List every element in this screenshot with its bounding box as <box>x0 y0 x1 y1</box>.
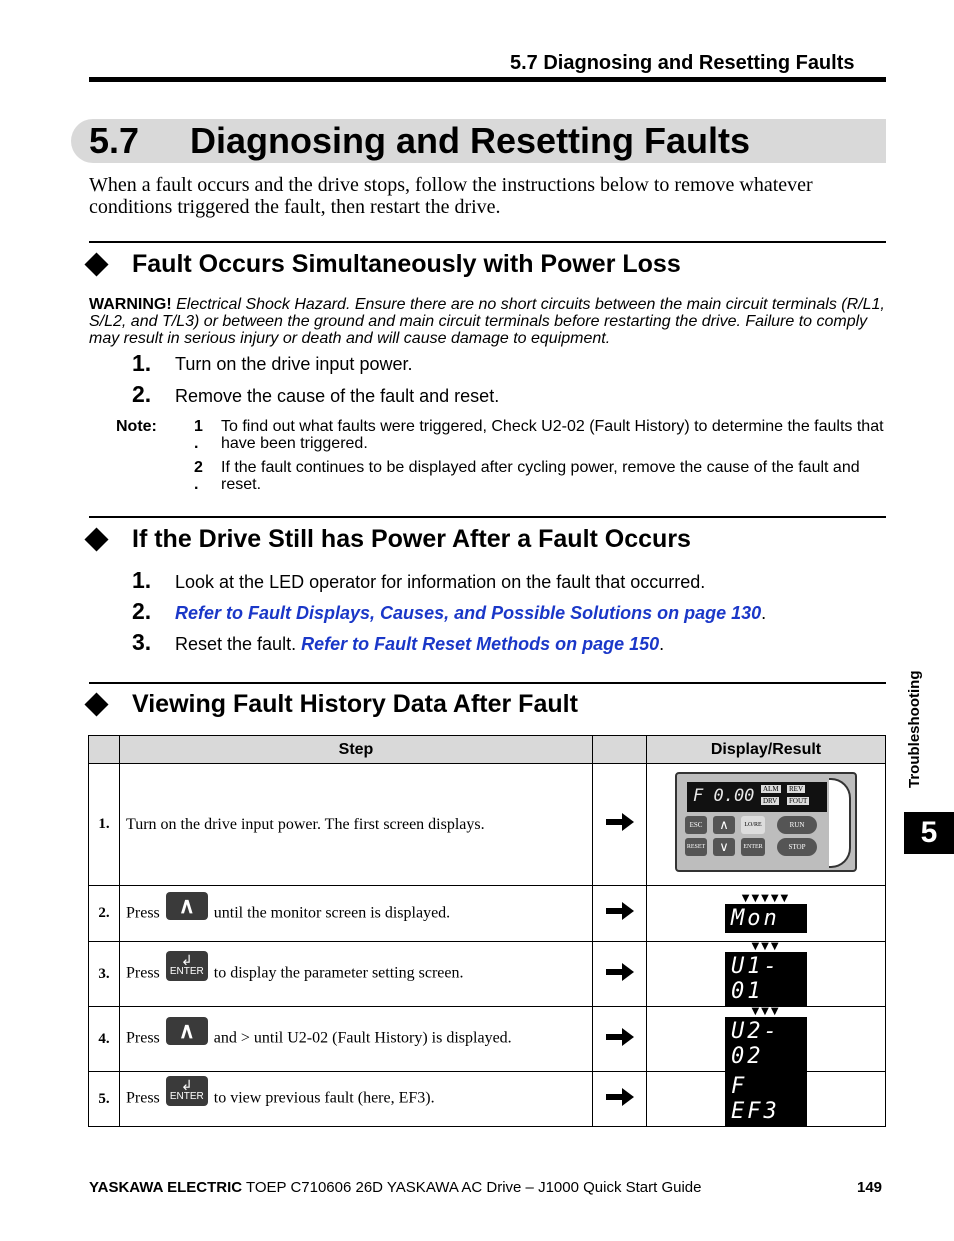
fault-history-table <box>88 735 886 1127</box>
step-number: 2. <box>132 598 152 624</box>
section-rule <box>89 682 886 684</box>
step-number: 2. <box>132 381 152 407</box>
led-fout: FOUT <box>789 797 808 805</box>
step-text: Refer to Fault Displays, Causes, and Possible Solutions on page 130. <box>175 603 767 623</box>
note-text: If the fault continues to be displayed after cycling power, remove the cause of the fault and reset. <box>221 459 860 493</box>
section-number: 5.7 <box>89 120 140 161</box>
chapter-label: Troubleshooting <box>906 670 923 788</box>
right-arrow-icon <box>606 1088 634 1106</box>
table-header-row <box>89 736 886 764</box>
operator-display: F 0.00 <box>693 786 755 806</box>
lcd-display: U1-01 <box>725 952 807 1006</box>
page-number: 149 <box>857 1179 883 1196</box>
lcd-display: U2-02 <box>725 1017 807 1071</box>
note-number: 2 <box>194 459 203 476</box>
chapter-tab[interactable]: 5 <box>904 812 954 854</box>
lcd-display: F EF3 <box>725 1072 807 1126</box>
blink-indicator: ▼▼▼▼▼ <box>741 893 791 904</box>
warning-block <box>89 296 889 347</box>
table-row: 4. Press ∧ and > until U2-02 (Fault History) is displayed. ▼▼▼ U2-02 <box>89 1007 886 1072</box>
led-drv: DRV <box>763 797 778 805</box>
header-rule <box>89 77 886 82</box>
intro-paragraph: When a fault occurs and the drive stops, follow the instructions below to remove whatever conditions triggered the fault, then restart the drive. <box>89 174 813 218</box>
reset-key[interactable]: RESET <box>685 838 707 856</box>
step-text: Reset the fault. Refer to Fault Reset Methods on page 150. <box>175 634 665 654</box>
diamond-icon <box>84 252 108 276</box>
step-text: Turn on the drive input power. <box>175 354 413 374</box>
stop-key[interactable]: STOP <box>777 838 817 856</box>
esc-key[interactable]: ESC <box>685 816 707 834</box>
note-dot: . <box>194 476 199 493</box>
led-rev: REV <box>789 785 803 793</box>
right-arrow-icon <box>606 813 634 831</box>
up-key-icon: ∧ <box>166 1017 208 1045</box>
warning-text: Electrical Shock Hazard. Ensure there are no short circuits between the main circuit terminals (R/L1, S/L2, and T/L3) or between the ground and main circuit terminals before restarting the drive. Failure to comply may result in serious injury or death and will cause damage to equipment. <box>89 296 885 347</box>
enter-key-icon: ↲ ENTER <box>166 1076 208 1106</box>
diamond-icon <box>84 692 108 716</box>
footer-text: YASKAWA ELECTRIC TOEP C710606 26D YASKAWA AC Drive – J1000 Quick Start Guide <box>89 1179 702 1196</box>
up-key[interactable]: ∧ <box>713 816 735 834</box>
step-text: Remove the cause of the fault and reset. <box>175 386 500 406</box>
note-label: Note: <box>116 418 157 435</box>
step-number: 3. <box>132 629 152 655</box>
table-row: 1. Turn on the drive input power. The first screen displays. F 0.00 ALM REV DRV FOUT ESC ∧ LO/RE RUN RESET ∨ ENTER STOP <box>89 764 886 886</box>
diamond-icon <box>84 527 108 551</box>
note-number: 1 <box>194 418 203 435</box>
run-key[interactable]: RUN <box>777 816 817 834</box>
table-row: 5. Press ↲ ENTER to view previous fault (here, EF3). F EF3 <box>89 1072 886 1127</box>
note-dot: . <box>194 435 199 452</box>
enter-key-icon: ↲ ENTER <box>166 951 208 981</box>
step-text: Look at the LED operator for information on the fault that occurred. <box>175 572 706 592</box>
header-display: Display/Result <box>647 736 886 764</box>
section-title: Fault Occurs Simultaneously with Power Loss <box>132 250 681 278</box>
lcd-display: Mon <box>725 904 807 933</box>
enter-key[interactable]: ENTER <box>741 838 765 856</box>
lo-re-key[interactable]: LO/RE <box>741 816 765 834</box>
note-text: To find out what faults were triggered, Check U2-02 (Fault History) to determine the faults that have been triggered. <box>221 418 884 452</box>
right-arrow-icon <box>606 902 634 920</box>
page-title: Diagnosing and Resetting Faults <box>190 120 751 161</box>
right-arrow-icon <box>606 963 634 981</box>
step-number: 1. <box>132 567 152 593</box>
blink-indicator: ▼▼▼ <box>751 1006 781 1017</box>
table-row: 3. Press ↲ ENTER to display the parameter setting screen. ▼▼▼ U1-01 <box>89 942 886 1007</box>
section-rule <box>89 241 886 243</box>
led-operator-panel <box>675 772 857 872</box>
led-alm: ALM <box>763 785 779 793</box>
step-number: 1. <box>132 350 152 376</box>
section-title: If the Drive Still has Power After a Fault Occurs <box>132 525 691 553</box>
section-title: Viewing Fault History Data After Fault <box>132 690 578 718</box>
running-header: 5.7 Diagnosing and Resetting Faults <box>510 52 855 74</box>
right-arrow-icon <box>606 1028 634 1046</box>
blink-indicator: ▼▼▼ <box>751 941 781 952</box>
fault-displays-link[interactable]: Refer to Fault Displays, Causes, and Possible Solutions on page 130 <box>175 603 762 623</box>
section-rule <box>89 516 886 518</box>
up-key-icon: ∧ <box>166 892 208 920</box>
header-step: Step <box>120 736 593 764</box>
warning-label: WARNING! <box>89 296 172 313</box>
table-row: 2. Press ∧ until the monitor screen is displayed. ▼▼▼▼▼ Mon <box>89 886 886 942</box>
fault-reset-link[interactable]: Refer to Fault Reset Methods on page 150 <box>301 634 660 654</box>
down-key[interactable]: ∨ <box>713 838 735 856</box>
